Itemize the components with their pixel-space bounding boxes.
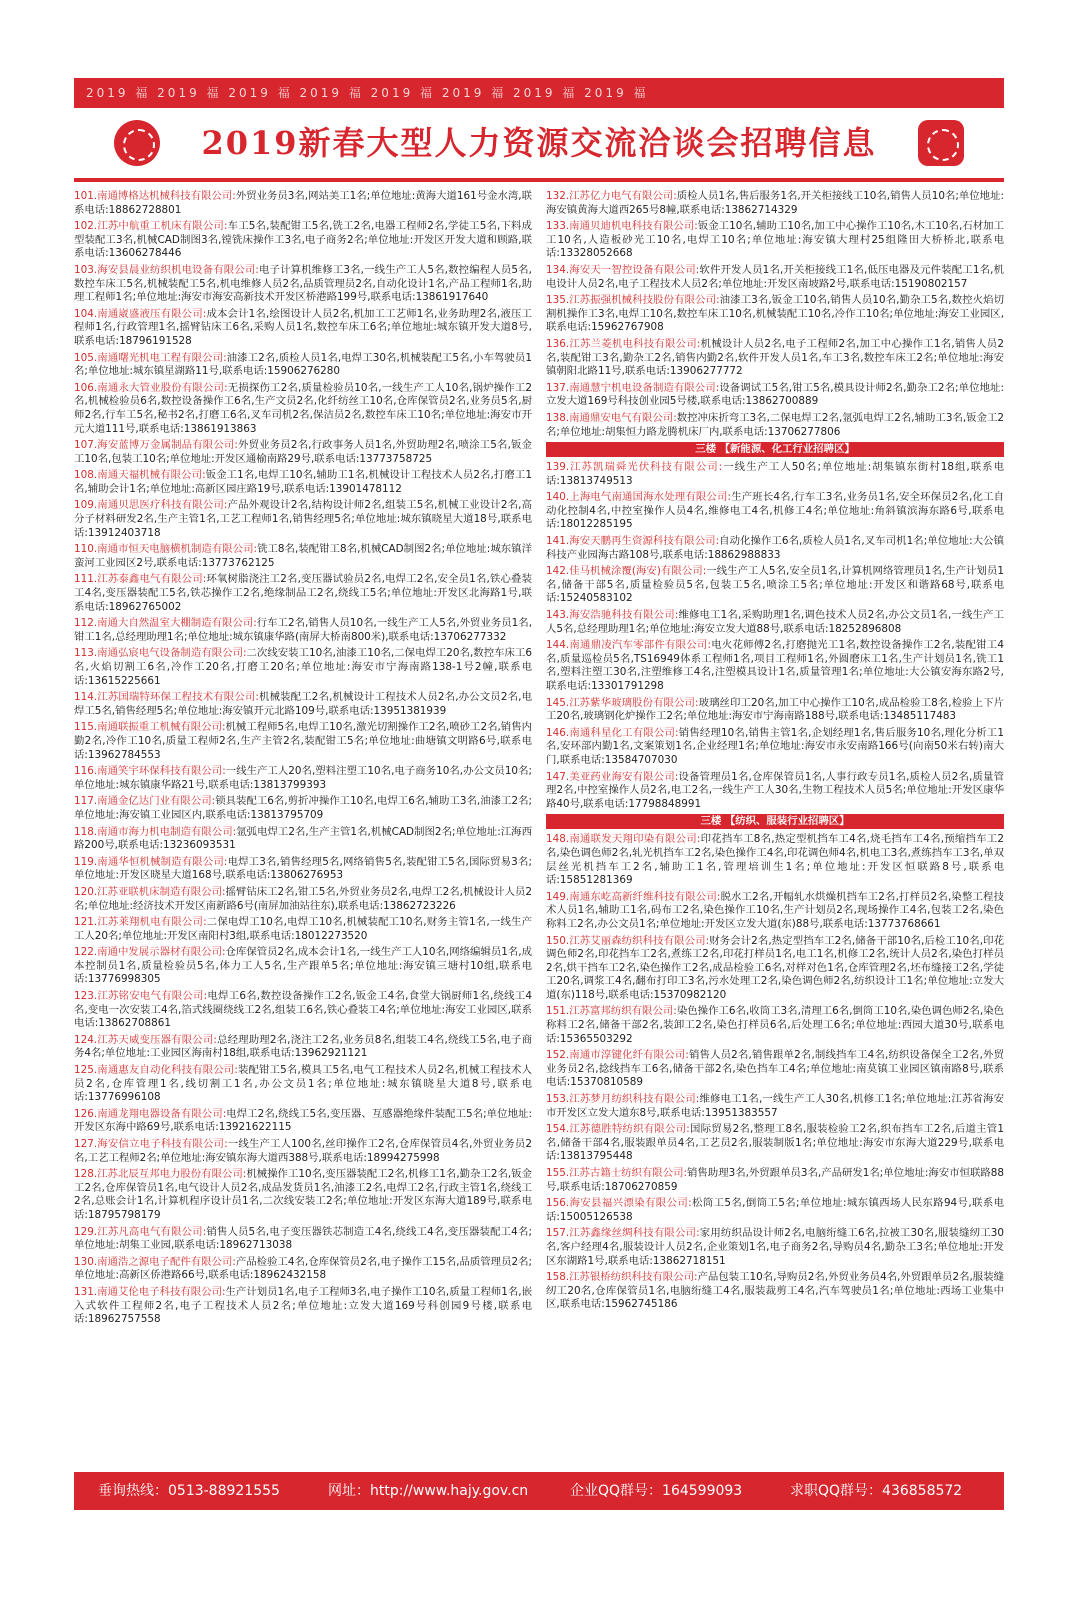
company-name: 107.海安蓝博万金属制品有限公司: <box>74 439 238 452</box>
company-name: 150.江苏艾丽森纺织科技有限公司: <box>546 934 710 947</box>
job-listing <box>74 1064 532 1105</box>
company-name: 125.南通惠友自动化科技有限公司: <box>74 1064 238 1077</box>
listing-detail: 电火花师傅2名,打磨抛光工1名,数控设备操作工2名,装配钳工4名,质量巡检员5名,TS16949体系工程师1名,项目工程师1名,外圆磨床工1名,生产计划员1名,铣工1名,塑料注塑工30名,注塑维修工4名,注塑模具设计1名,质量管理1名;单位地址:大公镇安海东路2号,联系电话:13301791298 <box>546 639 1004 692</box>
job-listing <box>74 543 532 570</box>
job-listing <box>546 1197 1004 1224</box>
company-name: 152.南通市淳键化纤有限公司: <box>546 1049 689 1062</box>
listing-detail: 铣工8名,装配钳工8名,机械CAD制图2名;单位地址:城东镇洋蛮河工业园区2号,联系电话:13773762125 <box>74 543 532 569</box>
listing-detail: 电焊工3名,销售经理5名,网络销售5名,装配钳工5名,国际贸易3名;单位地址:开发区晓星大道168号,联系电话:13806276953 <box>74 855 532 882</box>
listing-detail: 摇臂钻床工2名,钳工5名,外贸业务员2名,电焊工2名,机械设计人员2名;单位地址:经济技术开发区南新路6号(南屏加油站往东),联系电话:13862723226 <box>74 885 532 912</box>
company-name: 148.南通联发天翔印染有限公司: <box>546 833 701 846</box>
job-listing <box>546 565 1004 606</box>
job-listing <box>74 765 532 792</box>
company-name: 154.江苏德胜特纺织有限公司: <box>546 1123 690 1136</box>
job-listing <box>74 1226 532 1253</box>
job-listing <box>74 946 532 987</box>
company-name: 106.南通永大管业股份有限公司: <box>74 381 228 394</box>
company-name: 131.南通艾伦电子科技有限公司: <box>74 1285 226 1298</box>
company-name: 140.上海电气南通国海水处理有限公司: <box>546 491 732 504</box>
company-name: 147.美亚药业海安有限公司: <box>546 770 679 783</box>
company-name: 103.海安县晨业纺织机电设备有限公司: <box>74 263 259 276</box>
listing-detail: 锁具装配工6名,剪折冲操作工10名,电焊工6名,辅助工3名,油漆工2名;单位地址:海安镇工业园区内,联系电话:13813795709 <box>74 795 532 821</box>
listing-detail: 机械装配工2名,机械设计工程技术人员2名,办公文员2名,电焊工5名,销售经理5名;单位地址:海安镇开元北路109号,联系电话:13951381939 <box>74 691 532 717</box>
listing-detail: 车工5名,装配钳工5名,铣工2名,电器工程师2名,学徒工5名,下料成型装配工3名,机械CAD制图3名,镗铣床操作工3名,电子商务2名;单位地址:开发区开发大道和顾路,联系电话:13606278446 <box>74 220 532 260</box>
company-name: 139.江苏凯瑞舜光伏科技有限公司: <box>546 461 723 474</box>
listing-detail: 外贸业务员3名,网站美工1名;单位地址:黄海大道161号金水湾,联系电话:18862728801 <box>74 190 532 216</box>
listing-detail: 机械操作工10名,变压器装配工2名,机修工1名,勤杂工2名,钣金工2名,仓库保管员1名,电气设计人员2名,成品发货员1名,油漆工2名,电焊工2名,行政主管1名,绕线工2名,总账会计1名,计算机程序设计员1名,二次线安装工2名;单位地址:开发区东海大道189号,联系电话:18795798179 <box>74 1168 532 1221</box>
listing-detail: 产品检验工4名,仓库保管员2名,电子操作工15名,品质管理员2名;单位地址:高新区侨港路66号,联系电话:18962432158 <box>74 1255 532 1282</box>
paper-cut-emblem-right <box>918 120 964 166</box>
listing-detail: 设备调试工5名,钳工5名,模具设计师2名,勤杂工2名;单位地址:立发大道169号科技创业园5号楼,联系电话:13862700889 <box>546 381 1005 408</box>
company-name: 101.南通博格达机械科技有限公司: <box>74 190 236 202</box>
company-name: 116.南通笑宇环保科技有限公司: <box>74 765 226 778</box>
listing-detail: 成本会计1名,绘图设计人员2名,机加工工艺师1名,业务助理2名,液压工程师1名,行政管理1名,摇臂钻床工6名,采购人员1名,数控车床工6名;单位地址:城东镇开发大道8号,联系电话:18796191528 <box>74 307 532 347</box>
company-name: 142.佳马机械涂覆(海安)有限公司: <box>546 565 707 578</box>
job-listing <box>74 916 532 943</box>
listing-detail: 一线生产工人50名;单位地址:胡集镇东街村18组,联系电话:13813749513 <box>546 461 1004 487</box>
listing-detail: 钣金工1名,电焊工10名,辅助工1名,机械设计工程技术人员2名,打磨工1名,辅助会计1名;单位地址:高新区园庄路19号,联系电话:13901478112 <box>74 469 533 495</box>
listing-detail: 销售人员2名,销售跟单2名,制线挡车工4名,纺织设备保全工2名,外贸业务员2名,捻线挡车工6名,储备干部2名,染色挡车工4名;单位地址:南莫镇工业园区镇南路8号,联系电话:15370810589 <box>546 1049 1004 1089</box>
listing-detail: 家用纺织品设计师2名,电脑绗缝工6名,拉被工30名,服装缝纫工30名,客户经理4名,服装设计人员2名,企业策划1名,电子商务2名,导购员4名,勤杂工3名;单位地址:开发区东湖路1号,联系电话:13862718151 <box>546 1227 1004 1267</box>
job-listing <box>546 1123 1004 1164</box>
job-listing <box>546 535 1004 562</box>
listing-detail: 一线生产工人20名,塑料注塑工10名,电子商务10名,办公文员10名;单位地址:城东镇康华路21号,联系电话:13813799393 <box>74 765 532 791</box>
section-header: 三楼 【纺织、服装行业招聘区】 <box>546 814 1004 829</box>
page-title: 2019新春大型人力资源交流洽谈会招聘信息 <box>201 124 877 162</box>
listing-detail: 无损探伤工2名,质量检验员10名,一线生产工人10名,锅炉操作工2名,机械检验员6名,数控设备操作工6名,生产文员2名,化纤纺丝工10名,仓库保管员2名,业务员5名,厨师2名,行车工5名,秘书2名,打磨工6名,叉车司机2名,保洁员2名,数控车床工10名;单位地址:海安市开元大道111号,联系电话:13861913863 <box>74 381 532 435</box>
job-listing <box>74 721 532 762</box>
listing-detail: 质检人员1名,售后服务1名,开关柜接线工10名,销售人员10名;单位地址:海安镇黄海大道西265号8幢,联系电话:13862714329 <box>546 190 1004 216</box>
company-name: 146.南通科星化工有限公司: <box>546 726 679 739</box>
job-listing <box>546 697 1004 724</box>
job-listing <box>546 727 1004 768</box>
listing-detail: 脱水工2名,开幅轧水烘燥机挡车工2名,打样员2名,染整工程技术人员1名,辅助工1名,码布工2名,染色操作工10名,生产计划员2名,现场操作工4名,包装工2名,染色称料工2名,办公文员1名;单位地址:开发区立发大道(东)88号,联系电话:13773768661 <box>546 890 1004 930</box>
company-name: 108.南通天福机械有限公司: <box>74 469 206 482</box>
job-listing <box>74 795 532 822</box>
job-listing <box>74 1256 532 1283</box>
listing-detail: 松筒工5名,倒筒工5名;单位地址:城东镇西场人民东路94号,联系电话:15005126538 <box>546 1197 1004 1223</box>
job-listing <box>546 338 1004 379</box>
job-listing <box>546 1049 1004 1090</box>
footer-bar <box>74 1472 1004 1510</box>
listing-detail: 油漆工2名,质检人员1名,电焊工30名,机械装配工5名,小车驾驶员1名;单位地址:城东镇星湖路11号,联系电话:15906276280 <box>74 351 532 378</box>
listing-detail: 行车工2名,销售人员10名,一线生产工人5名,外贸业务员1名,钳工1名,总经理助理1名;单位地址:城东镇康华路(南屏大桥南800米),联系电话:13706277332 <box>74 617 532 643</box>
listing-detail: 仓库保管员2名,成本会计1名,一线生产工人10名,网络编辑员1名,成本控制员1名,质量检验员5名,体力工人5名,生产跟单5名;单位地址:海安镇三塘村10组,联系电话:13776998305 <box>74 946 533 986</box>
company-name: 117.南通金亿达门业有限公司: <box>74 795 216 808</box>
company-name: 124.江苏天威变压器有限公司: <box>74 1033 217 1046</box>
job-listing <box>546 891 1004 932</box>
job-listing <box>546 1271 1004 1312</box>
company-name: 114.江苏国瑞特环保工程技术有限公司: <box>74 691 259 704</box>
company-name: 151.江苏富邦纺织有限公司: <box>546 1005 677 1018</box>
listing-detail: 自动化操作工6名,质检人员1名,叉车司机1名;单位地址:大公镇科技产业园海古路108号,联系电话:18862988833 <box>546 535 1004 561</box>
job-listing <box>546 382 1004 409</box>
listing-detail: 油漆工3名,钣金工10名,销售人员10名,勤杂工5名,数控火焰切割机操作工3名,电焊工10名,数控车床工10名,机械装配工10名,冷作工10名;单位地址:海安工业园区,联系电话:15962767908 <box>546 294 1004 334</box>
company-name: 156.海安县福兴漂染有限公司: <box>546 1197 692 1210</box>
company-name: 104.南通崴盛液压有限公司: <box>74 307 207 320</box>
job-listing <box>74 647 532 688</box>
listing-detail: 外贸业务员2名,行政事务人员1名,外贸助理2名,喷涂工5名,钣金工10名,包装工10名;单位地址:开发区通榆南路29号,联系电话:13773758725 <box>74 439 532 465</box>
company-name: 128.江苏北辰互邦电力股份有限公司: <box>74 1168 247 1181</box>
title-bar <box>74 108 1004 178</box>
listing-detail: 国际贸易2名,整理工8名,服装检验工2名,织布挡车工2名,后道主管1名,储备干部4名,服装跟单员4名,工艺员2名,服装制版1名;单位地址:海安市东海大道229号,联系电话:13813795448 <box>546 1123 1004 1163</box>
company-name: 123.江苏铭安电气有限公司: <box>74 990 208 1003</box>
company-name: 132.江苏亿力电气有限公司: <box>546 190 677 202</box>
listing-detail: 二保电焊工10名,电焊工10名,机械装配工10名,财务主管1名,一线生产工人20名;单位地址:开发区南阳村3组,联系电话:18012273520 <box>74 916 532 942</box>
company-name: 143.海安浩驰科技有限公司: <box>546 609 679 622</box>
listing-detail: 产品外观设计2名,结构设计师2名,组装工5名,机械工业设计2名,高分子材料研发2名,生产主管1名,工艺工程师1名,销售经理5名;单位地址:城东镇晓星大道18号,联系电话:13912403718 <box>74 499 532 539</box>
company-name: 118.南通市海力机电制造有限公司: <box>74 825 237 838</box>
job-listing <box>74 382 532 436</box>
job-listing <box>546 1167 1004 1194</box>
company-name: 111.江苏泰鑫电气有限公司: <box>74 573 207 586</box>
title-divider <box>74 178 1004 182</box>
job-listing <box>546 412 1004 439</box>
job-listing <box>74 826 532 853</box>
job-listing <box>74 190 532 217</box>
listing-detail: 染色操作工6名,收筒工3名,清理工6名,倒筒工10名,染色调色师2名,染色称料工2名,储备干部2名,装卸工2名,染色打样员6名,后处理工6名;单位地址:西园大道30号,联系电话:15365503292 <box>546 1005 1004 1045</box>
section-header: 三楼 【新能源、化工行业招聘区】 <box>546 442 1004 457</box>
company-name: 130.南通浩之源电子配件有限公司: <box>74 1255 236 1268</box>
listing-detail: 钣金工10名,辅助工10名,加工中心操作工10名,木工10名,石材加工工10名,人造板砂光工10名,电焊工10名;单位地址:海安镇大理村25组隆田大桥桥北,联系电话:13328052668 <box>546 220 1004 260</box>
listing-detail: 总经理助理2名,浇注工2名,业务员8名,组装工4名,绕线工5名,电子商务4名;单位地址:工业园区海南村18组,联系电话:13962921121 <box>74 1033 532 1060</box>
listing-detail: 维修电工1名,采购助理1名,调色技术人员2名,办公文员1名,一线生产工人5名,总经理助理1名;单位地址:海安立发大道88号,联系电话:18252896808 <box>546 609 1004 635</box>
listing-detail: 二次线安装工10名,油漆工10名,二保电焊工20名,数控车床工6名,火焰切割工6名,冷作工20名,打磨工20名;单位地址:海安市宁海南路138-1号2幢,联系电话:13615225661 <box>74 647 532 687</box>
job-listing <box>546 190 1004 217</box>
listing-detail: 一线生产工人100名,丝印操作工2名,仓库保管员4名,外贸业务员2名,工艺工程师2名;单位地址:海安镇东海大道西388号,联系电话:18994275998 <box>74 1138 532 1164</box>
job-listing <box>546 220 1004 261</box>
company-name: 113.南通弘宸电气设备制造有限公司: <box>74 647 247 660</box>
job-listing <box>546 771 1004 812</box>
job-listing <box>546 1093 1004 1120</box>
right-column <box>546 190 1004 1315</box>
company-name: 155.江苏古籍士纺织有限公司: <box>546 1167 687 1179</box>
job-listing <box>74 573 532 614</box>
job-listing <box>74 220 532 261</box>
company-name: 110.南通市恒天电脑横机制造有限公司: <box>74 543 258 556</box>
listing-detail: 印花挡车工8名,热定型机挡车工4名,烧毛挡车工4名,预缩挡车工2名,染色调色师2名,轧光机挡车工2名,染色操作工4名,印花调色师4名,机电工3名,煮练挡车工3名,单双层丝光机挡车工2名,辅助工1名,管理培训生1名;单位地址:开发区恒联路8号,联系电话:15851281369 <box>546 833 1004 887</box>
top-band-pattern: 2019 福 2019 福 2019 福 2019 福 2019 福 2019 福 2019 福 2019 福 <box>86 86 649 100</box>
listing-detail: 电焊工6名,数控设备操作工2名,钣金工4名,食堂大锅厨师1名,绕线工4名,变电一次安装工4名,箔式线圈绕线工2名,组装工6名,铁心叠装工4名;单位地址:海安工业园区,联系电话:13862708861 <box>74 990 533 1030</box>
listing-detail: 数控冲床折弯工3名,二保电焊工2名,氩弧电焊工2名,辅助工3名,钣金工2名;单位地址:胡集恒力路龙腾机床厂内,联系电话:13706277806 <box>546 411 1005 438</box>
listing-detail: 销售经理10名,销售主管1名,企划经理1名,售后服务10名,理化分析工1名,安环部内勤1名,文案策划1名,企业经理1名;单位地址:海安市永安南路166号(向南50米右转)南大门,联系电话:13584707030 <box>546 726 1004 766</box>
job-listing <box>74 617 532 644</box>
job-listing <box>74 308 532 349</box>
job-listing <box>546 294 1004 335</box>
poster <box>74 78 1004 1548</box>
job-listing <box>74 469 532 496</box>
listing-detail: 产品包装工10名,导购员2名,外贸业务员4名,外贸跟单员2名,服装缝纫工20名,仓库保管员1名,电脑绗缝工4名,服装裁剪工4名,汽车驾驶员1名;单位地址:西场工业集中区,联系电话:15962745186 <box>546 1271 1005 1311</box>
footer-job-qq: 求职QQ群号：436858572 <box>790 1483 963 1499</box>
job-listing <box>546 935 1004 1003</box>
footer-hotline: 垂询热线：0513-88921555 <box>98 1483 280 1499</box>
company-name: 121.江苏莱翔机电有限公司: <box>74 916 207 929</box>
job-listing <box>74 1168 532 1222</box>
company-name: 133.南通贝迪机电科技有限公司: <box>546 220 698 233</box>
job-listing <box>546 639 1004 693</box>
job-listing <box>74 1108 532 1135</box>
company-name: 126.南通龙翔电器设备有限公司: <box>74 1107 227 1120</box>
company-name: 109.南通贝思医疗科技有限公司: <box>74 499 228 512</box>
job-listing <box>546 1227 1004 1268</box>
listing-detail: 销售人员5名,电子变压器铁芯制造工4名,绕线工4名,变压器装配工4名;单位地址:胡集工业园,联系电话:18962713038 <box>74 1225 532 1252</box>
job-listing <box>546 609 1004 636</box>
company-name: 144.南通鼎凌汽车零部件有限公司: <box>546 639 711 652</box>
company-name: 136.江苏兰菱机电科技有限公司: <box>546 337 701 350</box>
company-name: 145.江苏紫华玻璃股份有限公司: <box>546 696 699 709</box>
company-name: 112.南通大自然温室大棚制造有限公司: <box>74 617 257 630</box>
company-name: 141.海安天鹏再生资源科技有限公司: <box>546 535 720 548</box>
listing-detail: 电子计算机维修工3名,一线生产工人5名,数控编程人员5名,数控车床工5名,机械装配工5名,机电维修人员2名,品质管理员2名,自动化设计1名,产品工程师1名,助理工程师1名;单位地址:海安市海安高新技术开发区桥港路199号,联系电话:13861917640 <box>74 263 532 304</box>
company-name: 102.江苏中航重工机床有限公司: <box>74 220 228 233</box>
job-listing <box>74 1138 532 1165</box>
listing-detail: 财务会计2名,热定型挡车工2名,储备干部10名,后检工10名,印花调色师2名,印花挡车工2名,煮练工2名,印花打样员1名,电工1名,机修工2名,统计人员2名,染色打样员2名,烘干挡车工2名,染色操作工2名,成品检验工6名,对样对色1名,仓库管理2名,坯布缝接工2名,学徒工20名,调浆工4名,翻布打印工3名,污水处理工2名,染色调色师2名,纺织设计工1名;单位地址:立发大道(东)118号,联系电话:15370982120 <box>546 934 1004 1001</box>
listing-detail: 生产班长4名,行车工3名,业务员1名,安全环保员2名,化工自动化控制4名,中控室操作人员4名,维修电工4名,机修工4名;单位地址:角斜镇滨海东路6号,联系电话:18012285195 <box>546 491 1005 531</box>
company-name: 127.海安信立电子科技有限公司: <box>74 1138 228 1150</box>
listing-detail: 软件开发人员1名,开关柜接线工1名,低压电器及元件装配工1名,机电设计人员2名,电子工程技术人员2名;单位地址:开发区南坡路2号,联系电话:15190802157 <box>546 263 1004 290</box>
company-name: 135.江苏振强机械科技股份有限公司: <box>546 294 720 307</box>
job-listing <box>74 1286 532 1327</box>
listing-detail: 机械设计人员2名,电子工程师2名,加工中心操作工1名,销售人员2名,装配钳工3名,勤杂工2名,销售内勤2名,软件开发人员1名,车工3名,数控车床工2名;单位地址:海安镇朝阳北路11号,联系电话:13906277772 <box>546 337 1004 378</box>
listing-detail: 玻璃丝印工20名,加工中心操作工10名,成品检验工8名,检验上下片工20名,玻璃钢化炉操作工2名;单位地址:海安市宁海南路188号,联系电话:13485117483 <box>546 696 1005 723</box>
listing-detail: 电焊工2名,绕线工5名,变压器、互感器绝缘件装配工5名;单位地址:开发区东海中路69号,联系电话:13921622115 <box>74 1107 533 1134</box>
company-name: 105.南通曙光机电工程有限公司: <box>74 351 227 364</box>
listing-detail: 销售助理3名,外贸跟单员3名,产品研发1名;单位地址:海安市恒联路88号,联系电话:18706270859 <box>546 1167 1004 1193</box>
job-listing <box>74 856 532 883</box>
job-listing <box>74 264 532 305</box>
job-listing <box>74 886 532 913</box>
top-decorative-band <box>74 78 1004 108</box>
footer-website[interactable]: 网址：http://www.hajy.gov.cn <box>328 1483 529 1499</box>
listing-detail: 机械工程师5名,电焊工10名,激光切割操作工2名,喷砂工2名,销售内勤2名,冷作工10名,质量工程师2名,生产主管2名,装配钳工5名;单位地址:曲塘镇文明路6号,联系电话:13962784553 <box>74 721 533 761</box>
footer-company-qq: 企业QQ群号：164599093 <box>570 1483 743 1499</box>
company-name: 129.江苏凡高电气有限公司: <box>74 1225 207 1238</box>
listing-detail: 生产计划员1名,电子工程师3名,电子操作工10名,质量工程师1名,嵌入式软件工程师2名,电子工程技术人员2名;单位地址:立发大道169号科创园9号楼,联系电话:18962757558 <box>74 1285 533 1326</box>
company-name: 149.南通东屹高新纤维科技有限公司: <box>546 890 721 903</box>
listings-columns <box>74 190 1004 1480</box>
company-name: 119.南通华恒机械制造有限公司: <box>74 855 228 868</box>
listing-detail: 设备管理员1名,仓库保管员1名,人事行政专员1名,质检人员2名,质量管理2名,中控室操作人员2名,电工2名,一线生产工人30名,生物工程技术人员5名;单位地址:开发区康华路40号,联系电话:17798848991 <box>546 770 1004 810</box>
listing-detail: 维修电工1名,一线生产工人30名,机修工1名;单位地址:江苏省海安市开发区立发大道东8号,联系电话:13951383557 <box>546 1093 1004 1119</box>
job-listing <box>546 1005 1004 1046</box>
job-listing <box>74 352 532 379</box>
company-name: 122.南通中发展示器材有限公司: <box>74 946 226 959</box>
job-listing <box>74 439 532 466</box>
listing-detail: 装配钳工5名,模具工5名,电气工程技术人员2名,机械工程技术人员2名,仓库管理1名,线切割工1名,办公文员1名;单位地址:城东镇晓星大道8号,联系电话:13776996108 <box>74 1064 532 1104</box>
job-listing <box>74 691 532 718</box>
left-column <box>74 190 532 1330</box>
company-name: 153.江苏梦月纺织科技有限公司: <box>546 1093 700 1106</box>
company-name: 157.江苏鑫缘丝绸科技有限公司: <box>546 1227 700 1240</box>
company-name: 158.江苏银桥纺织科技有限公司: <box>546 1271 698 1284</box>
company-name: 138.南通鼎安电气有限公司: <box>546 411 677 424</box>
job-listing <box>546 491 1004 532</box>
job-listing <box>546 833 1004 887</box>
company-name: 120.江苏亚联机床制造有限公司: <box>74 885 226 898</box>
job-listing <box>74 1034 532 1061</box>
job-listing <box>546 461 1004 488</box>
listing-detail: 一线生产工人5名,安全员1名,计算机网络管理员1名,生产计划员1名,储备干部5名,质量检验员5名,包装工5名,喷涂工5名;单位地址:开发区和谐路68号,联系电话:15240583102 <box>546 565 1004 605</box>
company-name: 137.南通慧宁机电设备制造有限公司: <box>546 381 720 394</box>
company-name: 134.海安天一智控设备有限公司: <box>546 263 700 276</box>
job-listing <box>74 499 532 540</box>
job-listing <box>74 990 532 1031</box>
listing-detail: 环氧树脂浇注工2名,变压器试验员2名,电焊工2名,安全员1名,铁心叠装工4名,变压器装配工5名,铁芯操作工2名,绝缘制品工2名,绕线工5名;单位地址:开发区北海路1号,联系电话:18962765002 <box>74 573 532 613</box>
job-listing <box>546 264 1004 291</box>
company-name: 115.南通联振重工机械有限公司: <box>74 721 226 734</box>
listing-detail: 氩弧电焊工2名,生产主管1名,机械CAD制图2名;单位地址:江海西路200号,联系电话:13236093531 <box>74 825 532 852</box>
